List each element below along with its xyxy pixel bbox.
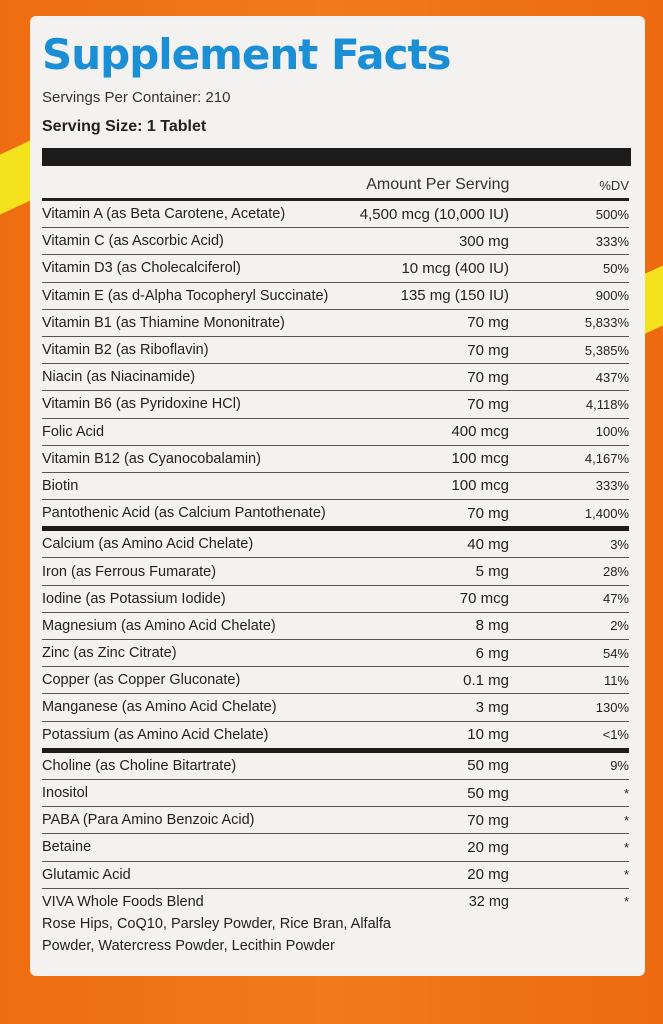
nutrient-amount: 3 mg [475,698,509,716]
nutrient-name: Iodine (as Potassium Iodide) [42,590,226,607]
serving-size: Serving Size: 1 Tablet [42,118,207,135]
nutrient-dv: 3% [610,536,629,552]
nutrient-amount: 0.1 mg [463,671,509,689]
table-row [42,780,629,807]
nutrient-amount: 6 mg [475,644,509,662]
table-row [42,446,629,473]
nutrient-amount: 100 mcg [451,477,509,495]
table-row [42,558,629,585]
nutrient-name: Glutamic Acid [42,866,131,883]
nutrient-name: Vitamin B12 (as Cyanocobalamin) [42,450,261,467]
nutrient-amount: 100 mcg [451,450,509,468]
table-row [42,722,629,748]
blend-name: VIVA Whole Foods Blend [42,893,204,910]
nutrient-amount: 70 mcg [459,590,509,608]
nutrient-name: Iron (as Ferrous Fumarate) [42,563,217,580]
nutrient-amount: 8 mg [475,617,509,635]
table-header [42,172,629,201]
nutrient-dv: 2% [610,618,629,634]
nutrient-dv: 5,385% [584,342,629,358]
nutrient-dv: 5,833% [584,315,629,331]
table-row [42,862,629,888]
nutrient-dv: 4,118% [585,396,629,412]
nutrient-name: Vitamin B2 (as Riboflavin) [42,342,209,359]
nutrient-dv: 333% [595,478,629,494]
nutrient-dv: * [623,839,629,855]
nutrient-name: Folic Acid [42,423,105,440]
nutrient-name: Magnesium (as Amino Acid Chelate) [42,617,276,634]
blend-amount: 32 mg [468,893,509,910]
nutrient-amount: 70 mg [467,811,509,829]
nutrient-amount: 300 mg [458,232,509,250]
nutrient-amount: 400 mcg [451,423,509,441]
table-row [42,255,629,282]
nutrient-amount: 50 mg [467,784,509,802]
nutrient-name: PABA (Para Amino Benzoic Acid) [42,812,255,829]
nutrient-amount: 50 mg [467,757,509,775]
nutrient-name: Inositol [42,785,88,802]
blend-description: Rose Hips, CoQ10, Parsley Powder, Rice Bran, Alfalfa Powder, Watercress Powder, Lecithin Powder [42,915,391,954]
nutrient-amount: 70 mg [467,314,509,332]
servings-per-container: Servings Per Container: 210 [42,89,231,106]
nutrient-name: Vitamin B6 (as Pyridoxine HCl) [42,396,241,413]
nutrient-name: Betaine [42,839,92,856]
table-row [42,586,629,613]
table-row [42,694,629,721]
table-row [42,834,629,861]
table-row [42,419,629,446]
nutrient-amount: 135 mg (150 IU) [400,287,509,305]
nutrient-name: Pantothenic Acid (as Calcium Pantothenate) [42,505,326,522]
table-row [42,391,629,418]
nutrient-dv: 500% [595,206,629,222]
nutrient-dv: 100% [595,424,629,440]
nutrient-dv: 9% [610,758,629,774]
nutrient-name: Choline (as Choline Bitartrate) [42,757,237,774]
table-row [42,283,629,310]
nutrient-dv: <1% [602,727,629,743]
nutrient-name: Potassium (as Amino Acid Chelate) [42,726,269,743]
nutrient-name: Vitamin C (as Ascorbic Acid) [42,233,224,250]
nutrient-amount: 70 mg [467,341,509,359]
nutrient-dv: 11% [603,672,629,688]
nutrient-dv: * [623,812,629,828]
nutrient-amount: 10 mcg (400 IU) [401,259,509,277]
table-row [42,201,629,228]
table-row [42,667,629,694]
supplement-facts-label [30,16,645,976]
nutrient-dv: 4,167% [584,451,629,467]
nutrient-amount: 70 mg [467,395,509,413]
nutrient-dv: * [623,785,629,801]
table-row [42,228,629,255]
blend-dv: * [623,893,629,909]
nutrient-dv: * [623,867,629,883]
table-row [42,753,629,780]
nutrient-dv: 1,400% [584,505,629,521]
table-row [42,500,629,526]
nutrient-amount: 10 mg [467,726,509,744]
nutrient-dv: 437% [595,369,629,385]
nutrient-name: Manganese (as Amino Acid Chelate) [42,699,277,716]
nutrient-amount: 70 mg [467,368,509,386]
nutrient-name: Vitamin A (as Beta Carotene, Acetate) [42,206,286,223]
nutrient-dv: 47% [602,591,629,607]
nutrient-name: Calcium (as Amino Acid Chelate) [42,536,254,553]
blend-row [42,888,629,957]
nutrient-dv: 54% [602,645,629,661]
header-dv: %DV [599,177,629,193]
label-title: Supplement Facts [42,30,451,79]
nutrient-name: Vitamin D3 (as Cholecalciferol) [42,260,241,277]
nutrient-name: Niacin (as Niacinamide) [42,369,196,386]
header-amount: Amount Per Serving [366,176,510,193]
nutrient-name: Biotin [42,477,79,494]
nutrient-dv: 28% [602,564,629,580]
table-row [42,807,629,834]
top-divider-bar [42,148,631,166]
nutrient-amount: 70 mg [467,504,509,522]
nutrient-dv: 900% [595,288,629,304]
nutrient-name: Vitamin B1 (as Thiamine Mononitrate) [42,314,285,331]
nutrient-table [42,201,629,888]
table-row [42,531,629,558]
nutrient-amount: 20 mg [467,866,509,884]
nutrient-dv: 130% [595,699,629,715]
table-row [42,473,629,500]
nutrient-amount: 20 mg [467,838,509,856]
table-row [42,337,629,364]
nutrient-amount: 40 mg [467,535,509,553]
nutrient-dv: 333% [595,233,629,249]
table-row [42,613,629,640]
nutrient-dv: 50% [602,260,629,276]
table-row [42,364,629,391]
table-row [42,310,629,337]
nutrient-amount: 5 mg [475,563,509,581]
nutrient-name: Copper (as Copper Gluconate) [42,672,241,689]
nutrient-name: Zinc (as Zinc Citrate) [42,645,177,662]
nutrient-name: Vitamin E (as d-Alpha Tocopheryl Succinate) [42,287,329,304]
table-row [42,640,629,667]
nutrient-amount: 4,500 mcg (10,000 IU) [359,205,509,223]
